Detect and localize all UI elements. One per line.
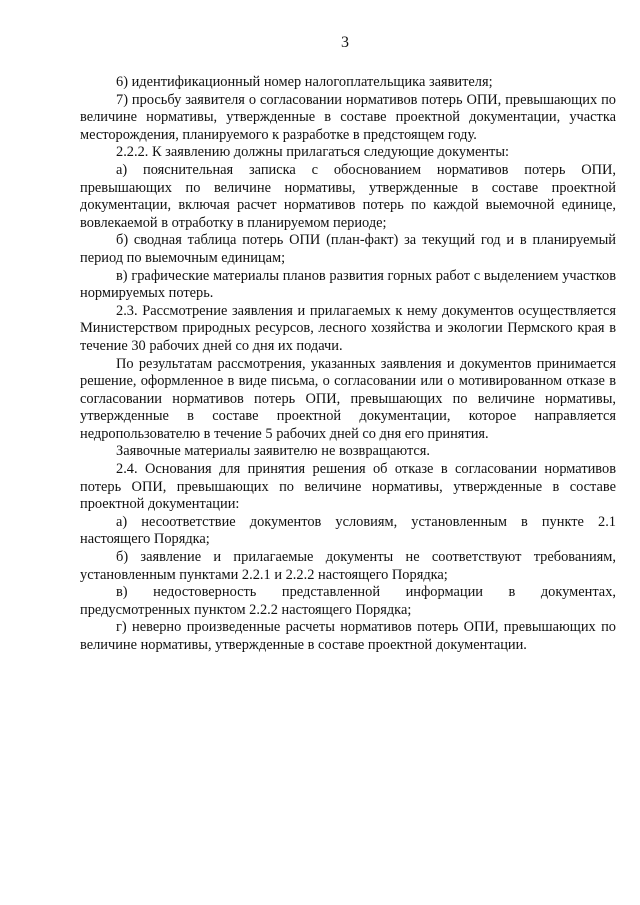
paragraph-doc-v-graphic-materials: в) графические материалы планов развития горных работ с выделением участков нормируемых потерь. <box>80 267 616 302</box>
paragraph-2-3: 2.3. Рассмотрение заявления и прилагаемых к нему документов осуществляется Министерством природных ресурсов, лесного хозяйства и экологии Пермского края в течение 30 рабочих дней со дня их подачи. <box>80 302 616 354</box>
paragraph-ground-v: в) недостоверность представленной информации в документах, предусмотренных пунктом 2.2.2 настоящего Порядка; <box>80 584 616 618</box>
paragraph-2-4: 2.4. Основания для принятия решения об отказе в согласовании нормативов потерь ОПИ, превышающих по величине нормативы, утвержденные в составе проектной документации: <box>80 461 616 513</box>
paragraph-item-7-request: 7) просьбу заявителя о согласовании нормативов потерь ОПИ, превышающих по величине нормативы, утвержденные в составе проектной документации, участка месторождения, планируемого к разработке в предстоящем году. <box>80 91 616 143</box>
paragraph-ground-b: б) заявление и прилагаемые документы не соответствуют требованиям, установленным пунктами 2.2.1 и 2.2.2 настоящего Порядка; <box>80 549 616 583</box>
document-body <box>80 74 616 655</box>
paragraph-item-6-taxpayer-id: 6) идентификационный номер налогоплательщика заявителя; <box>116 74 493 90</box>
paragraph-doc-b-summary-table: б) сводная таблица потерь ОПИ (план-факт) за текущий год и в планируемый период по выемочным единицам; <box>80 232 616 266</box>
paragraph-review-results: По результатам рассмотрения, указанных заявления и документов принимается решение, оформленное в виде письма, о согласовании или о мотивированном отказе в согласовании нормативов потерь ОПИ, превышающих по величине нормативы, утвержденные в составе проектной документации, которое направляется недропользователю в течение 5 рабочих дней со дня его принятия. <box>80 355 616 442</box>
paragraph-doc-a-explanatory-note: а) пояснительная записка с обоснованием нормативов потерь ОПИ, превышающих по величине нормативы, утвержденные в составе проектной документации, включая расчет нормативов потерь по каждой выемочной единице, вовлекаемой в отработку в планируемом периоде; <box>80 161 616 231</box>
paragraph-ground-g: г) неверно произведенные расчеты нормативов потерь ОПИ, превышающих по величине нормативы, утвержденные в составе проектной документации. <box>80 619 616 653</box>
paragraph-ground-a: а) несоответствие документов условиям, установленным в пункте 2.1 настоящего Порядка; <box>80 513 616 548</box>
page-number: 3 <box>341 34 349 51</box>
paragraph-2-2-2: 2.2.2. К заявлению должны прилагаться следующие документы: <box>116 144 510 161</box>
paragraph-materials-not-returned: Заявочные материалы заявителю не возвращаются. <box>116 443 431 460</box>
